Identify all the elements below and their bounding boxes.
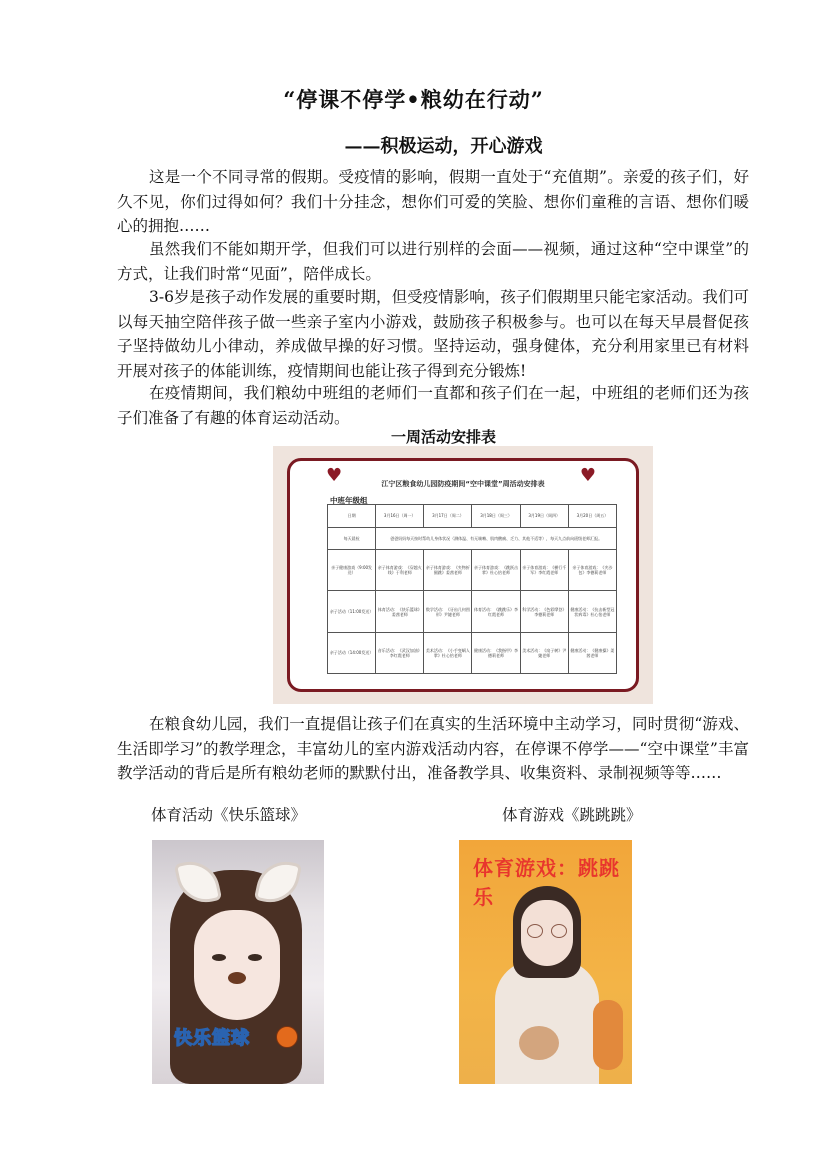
schedule-cell: 亲子活动（11:00发送） [328, 591, 376, 632]
paragraph-development: 3-6岁是孩子动作发展的重要时期，但受疫情影响，孩子们假期里只能宅家活动。我们可以每天抽空陪伴孩子做一些亲子室内小游戏，鼓励孩子积极参与。也可以在每天早晨督促孩子坚持做幼儿小律动，养成做早操的好习惯。坚持运动，强身健体，充分利用家里已有材料开展对孩子的体能训练，疫情期间也能让孩子得到充分锻炼! [117, 288, 749, 380]
paragraph-kindergarten: 在粮食幼儿园，我们一直提倡让孩子们在真实的生活环境中主动学习，同时贯彻“游戏、生活即学习”的教学理念，丰富幼儿的室内游戏活动内容，在停课不停学——“空中课堂”丰富教学活动的背后是所有粮幼老师的默默付出，准备教学具、收集资料、录制视频等等…… [117, 715, 749, 782]
schedule-cell: 3月16日（周一） [376, 505, 424, 528]
schedule-header-row [328, 505, 617, 528]
schedule-row [328, 591, 617, 632]
schedule-cell: 亲子活动（14:00发送） [328, 632, 376, 673]
basketball-icon [276, 1026, 298, 1048]
page-subtitle: ——积极运动，开心游戏 [344, 136, 543, 157]
schedule-row [328, 527, 617, 550]
paragraph-video: 虽然我们不能如期开学，但我们可以进行别样的会面——视频，通过这种“空中课堂”的方式，让我们时常“见面”，陪伴成长。 [117, 240, 749, 283]
schedule-row [328, 550, 617, 591]
schedule-cell: 3月18日（周三） [472, 505, 520, 528]
schedule-cell: 3月19日（周四） [520, 505, 568, 528]
schedule-table [327, 504, 617, 674]
heart-icon: ♥ [579, 465, 596, 486]
schedule-cell: 科学活动：《色彩摩登》李德莉老师 [520, 591, 568, 632]
schedule-cell: 爸爸妈妈每天按时帮幼儿身体状况（测体温、有无咳嗽、肌肉酸痛、乏力、其他不适等），每天九点前向班级老师汇报。 [376, 527, 617, 550]
schedule-cell: 亲子体育游戏：《穿越火线》于利老师 [376, 550, 424, 591]
caption-jump: 体育游戏《跳跳跳》 [502, 806, 642, 824]
schedule-cell: 健康活动：《我指甲》李德莉老师 [472, 632, 520, 673]
face-shape [194, 910, 280, 1020]
paragraph-teachers: 在疫情期间，我们粮幼中班组的老师们一直都和孩子们在一起，中班组的老师们还为孩子们准备了有趣的体育运动活动。 [117, 384, 749, 427]
caption-basketball: 体育活动《快乐篮球》 [151, 806, 307, 824]
schedule-cell: 数学活动：《牙齿几何图形》尹婕老师 [424, 591, 472, 632]
dog-ear-icon [254, 856, 302, 907]
face-shape [521, 900, 573, 966]
schedule-cell: 3月17日（周二） [424, 505, 472, 528]
schedule-cell: 健康活动：《健康操》姜茜老师 [568, 632, 616, 673]
schedule-cell: 3月20日（周五） [568, 505, 616, 528]
schedule-cell: 每天晨检 [328, 527, 376, 550]
glasses-icon [551, 924, 567, 938]
schedule-caption: 一周活动安排表 [390, 428, 496, 446]
glasses-icon [527, 924, 543, 938]
schedule-cell: 亲子健康游戏（9:00发送） [328, 550, 376, 591]
schedule-image [273, 446, 653, 704]
photo-basketball [152, 840, 324, 1084]
body-shape [495, 960, 599, 1084]
schedule-cell: 体育活动：《跳跳乐》李红霞老师 [472, 591, 520, 632]
schedule-cell: 体育活动：《快乐篮球》姜茜老师 [376, 591, 424, 632]
schedule-cell: 亲子体育游戏：《横行千军》李红霞老师 [520, 550, 568, 591]
schedule-group: 中班年级组 [330, 496, 368, 505]
photo-overlay-text: 快乐篮球 [174, 1028, 250, 1049]
schedule-cell: 美术活动：《扇子树》尹婕老师 [520, 632, 568, 673]
eye-shape [248, 954, 262, 961]
paragraph-intro: 这是一个不同寻常的假期。受疫情的影响，假期一直处于“充值期”。亲爱的孩子们，好久不见，你们过得如何？我们十分挂念，想你们可爱的笑脸、想你们童稚的言语、想你们暖心的拥抱…… [117, 168, 749, 235]
eye-shape [212, 954, 226, 961]
dog-nose-icon [228, 972, 246, 984]
heart-icon: ♥ [326, 465, 343, 486]
schedule-cell: 亲子体育游戏：《夹物折腿跳》姜茜老师 [424, 550, 472, 591]
schedule-cell: 健康活动：《抗击新型冠状病毒》杜心怡老师 [568, 591, 616, 632]
photo-overlay-text: 体育游戏：跳跳乐 [473, 856, 620, 909]
schedule-cell: 音乐活动：《武汉加油》李红霞老师 [376, 632, 424, 673]
page-title: “停课不停学•粮幼在行动” [283, 87, 544, 112]
schedule-cell: 亲子体育游戏：《夹沙包》李德莉老师 [568, 550, 616, 591]
schedule-row [328, 632, 617, 673]
schedule-title: 江宁区粮食幼儿园防疫期间“空中课堂”周活动安排表 [381, 480, 545, 488]
schedule-cell: 美术活动：《小手变蜗人掌》杜心怡老师 [424, 632, 472, 673]
monkey-sticker-icon [593, 1000, 623, 1070]
photo-jump [459, 840, 632, 1084]
schedule-cell: 亲子体育游戏：《跳跃击掌》杜心怡老师 [472, 550, 520, 591]
schedule-cell: 日期 [328, 505, 376, 528]
bear-sticker-icon [519, 1026, 559, 1060]
